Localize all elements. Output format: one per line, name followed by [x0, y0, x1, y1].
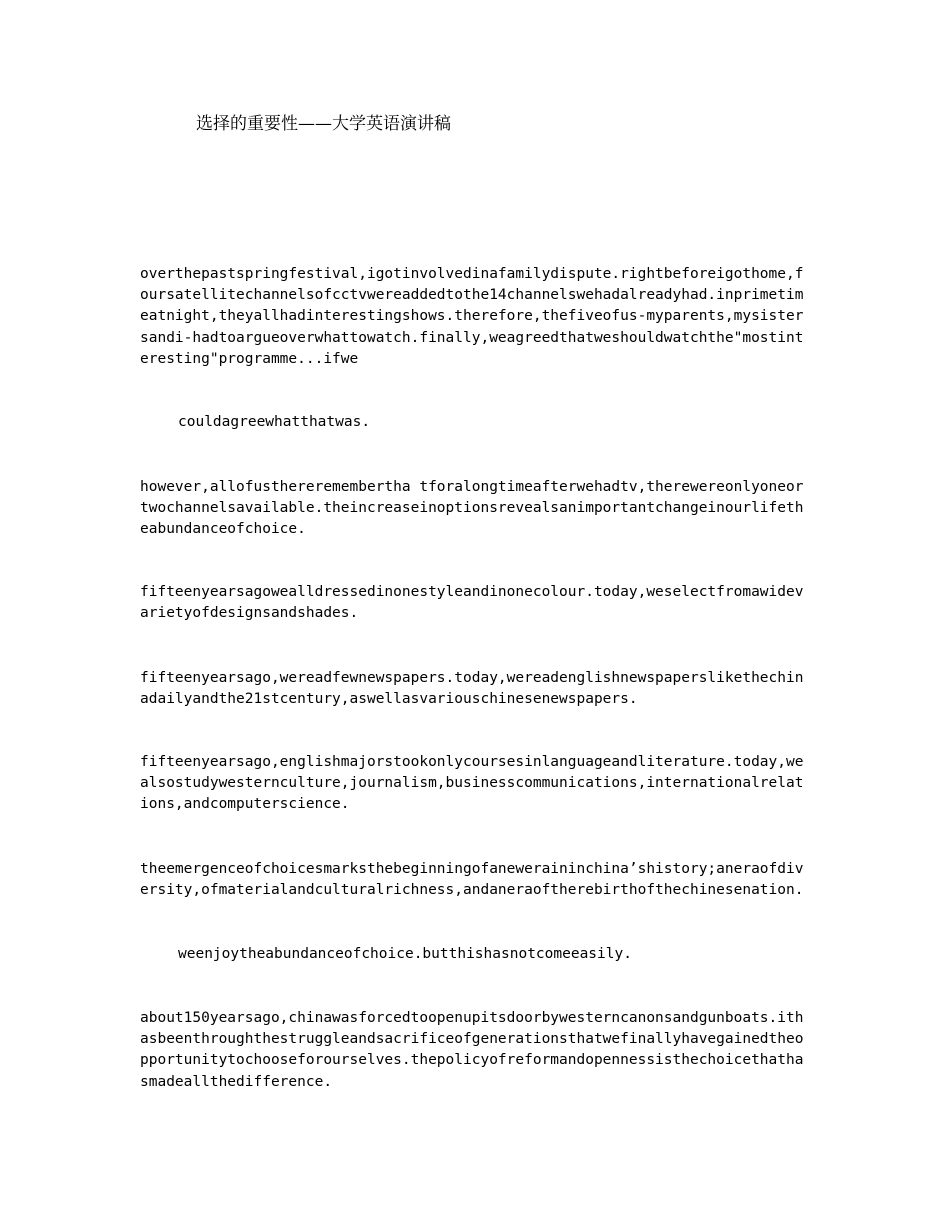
paragraph-spring-festival: overthepastspringfestival,igotinvolvedinafamilydispute.rightbeforeigothome,foursatellitechannelsofcctvwereaddedtothe14channelswehadalreadyhad.inprimetimeatnight,theyallhadinterestingshows.therefore,thefiveofus-myparents,mysistersandi-hadtoargueoverwhattowatch.finally,weagreedthatweshouldwatchthe"mostinteresting"programme...ifwe	[140, 266, 804, 367]
paragraph-history: about150yearsago,chinawasforcedtoopenupitsdoorbywesterncanonsandgunboats.ithasbeenthroughthestruggleandsacrificeofgenerationsthatwefinallyhavegainedtheopportunitytochooseforourselves.thepolicyofreformandopennessisthechoicethathasmadeallthedifference.	[140, 1010, 804, 1090]
document-title: 选择的重要性——大学英语演讲稿	[196, 114, 451, 134]
paragraph-english-majors: fifteenyearsago,englishmajorstookonlycoursesinlanguageandliterature.today,wealsostudywesternculture,journalism,businesscommunications,internationalrelations,andcomputerscience.	[140, 754, 804, 813]
paragraph-channels: however,allofusthereremembertha tforalongtimeafterwehadtv,therewereonlyoneortwochannelsavailable.theincreaseinoptionsrevealsanimportantchangeinourlifetheabundanceofchoice.	[140, 479, 804, 538]
paragraph-emergence: theemergenceofchoicesmarksthebeginningofaneweraininchina’shistory;aneraofdiversity,ofmaterialandculturalrichness,andaneraoftherebirthofthechinesenation.	[140, 861, 804, 899]
paragraph-continuation: couldagreewhatthatwas.	[178, 414, 371, 430]
paragraph-newspapers: fifteenyearsago,wereadfewnewspapers.today,wereadenglishnewspaperslikethechinadailyandthe21stcentury,aswellasvariouschinesenewspapers.	[140, 670, 804, 708]
paragraph-dress: fifteenyearsagowealldressedinonestyleandinonecolour.today,weselectfromawidevarietyofdesignsandshades.	[140, 584, 804, 622]
paragraph-abundance: weenjoytheabundanceofchoice.butthishasnotcomeeasily.	[178, 946, 632, 962]
